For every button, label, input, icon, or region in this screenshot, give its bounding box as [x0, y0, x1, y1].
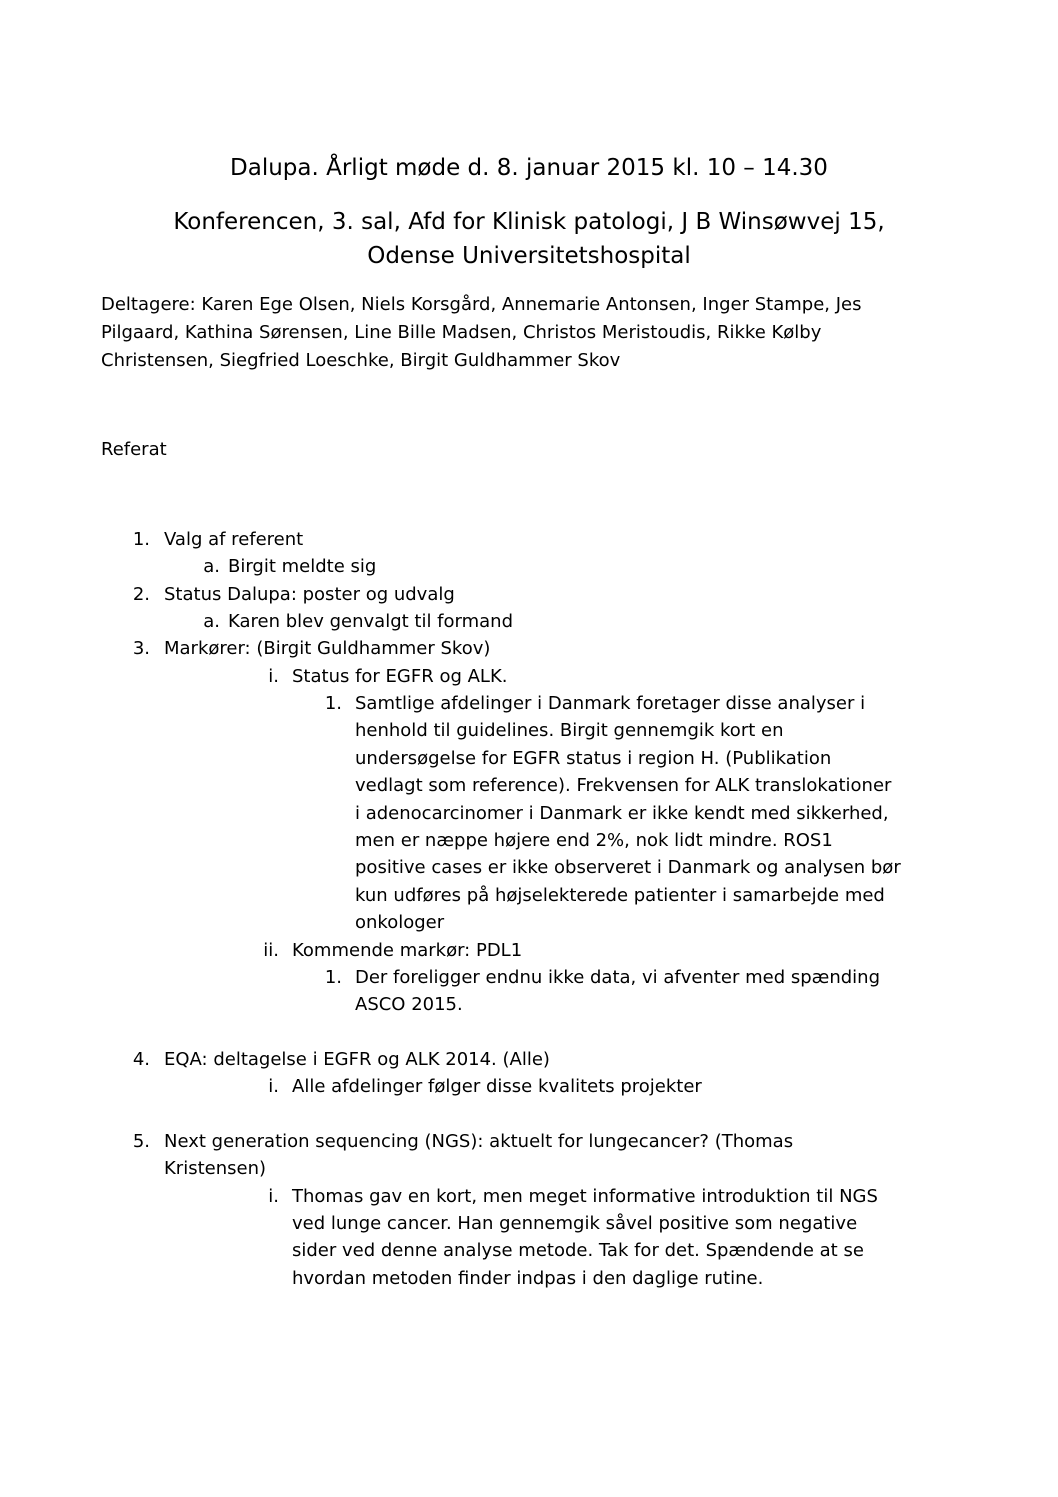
participants-line: Pilgaard, Kathina Sørensen, Line Bille Madsen, Christos Meristoudis, Rikke Kølby [101, 322, 822, 343]
paragraph-line: ved lunge cancer. Han gennemgik såvel positive som negative [292, 1213, 858, 1234]
paragraph-line: men er næppe højere end 2%, nok lidt mindre. ROS1 [355, 830, 833, 851]
list-marker: 4. [132, 1049, 150, 1070]
document-title: Dalupa. Årligt møde d. 8. januar 2015 kl. 10 – 14.30 [230, 155, 828, 181]
referat-heading: Referat [101, 439, 167, 460]
list-marker: 5. [132, 1131, 150, 1152]
list-subitem: Status for EGFR og ALK. [292, 666, 508, 687]
list-subitem: Birgit meldte sig [228, 556, 377, 577]
list-marker: 3. [132, 638, 150, 659]
list-item: Next generation sequencing (NGS): aktuelt for lungecancer? (Thomas [164, 1131, 794, 1152]
list-subitem: Kommende markør: PDL1 [292, 940, 523, 961]
paragraph-line: Samtlige afdelinger i Danmark foretager disse analyser i [355, 693, 866, 714]
paragraph-line: hvordan metoden finder indpas i den daglige rutine. [292, 1268, 764, 1289]
list-item: Kristensen) [164, 1158, 267, 1179]
paragraph-line: Thomas gav en kort, men meget informative introduktion til NGS [292, 1186, 878, 1207]
paragraph-line: vedlagt som reference). Frekvensen for ALK translokationer [355, 775, 892, 796]
paragraph-line: henhold til guidelines. Birgit gennemgik kort en [355, 720, 784, 741]
paragraph-line: undersøgelse for EGFR status i region H. (Publikation [355, 748, 832, 769]
list-marker: 1. [132, 529, 150, 550]
paragraph-line: positive cases er ikke observeret i Danmark og analysen bør [355, 857, 901, 878]
paragraph-line: i adenocarcinomer i Danmark er ikke kendt med sikkerhed, [355, 803, 889, 824]
list-subitem: Karen blev genvalgt til formand [228, 611, 514, 632]
paragraph-line: ASCO 2015. [355, 994, 463, 1015]
list-marker: i. [268, 666, 279, 687]
list-item: Markører: (Birgit Guldhammer Skov) [164, 638, 491, 659]
list-subitem: Alle afdelinger følger disse kvalitets projekter [292, 1076, 702, 1097]
list-marker: 1. [324, 967, 342, 988]
list-marker: i. [268, 1186, 279, 1207]
paragraph-line: sider ved denne analyse metode. Tak for det. Spændende at se [292, 1240, 864, 1261]
list-marker: 1. [324, 693, 342, 714]
meeting-location: Konferencen, 3. sal, Afd for Klinisk patologi, J B Winsøwvej 15, [173, 209, 885, 235]
list-item: Status Dalupa: poster og udvalg [164, 584, 455, 605]
list-marker: a. [203, 611, 220, 632]
list-item: EQA: deltagelse i EGFR og ALK 2014. (Alle) [164, 1049, 550, 1070]
paragraph-line: Der foreligger endnu ikke data, vi afventer med spænding [355, 967, 881, 988]
participants-line: Deltagere: Karen Ege Olsen, Niels Korsgård, Annemarie Antonsen, Inger Stampe, Jes [101, 294, 862, 315]
paragraph-line: onkologer [355, 912, 445, 933]
list-marker: ii. [263, 940, 279, 961]
list-marker: i. [268, 1076, 279, 1097]
paragraph-line: kun udføres på højselekterede patienter i samarbejde med [355, 885, 885, 906]
list-marker: 2. [132, 584, 150, 605]
list-item: Valg af referent [164, 529, 304, 550]
participants-line: Christensen, Siegfried Loeschke, Birgit Guldhammer Skov [101, 350, 621, 371]
meeting-hospital: Odense Universitetshospital [367, 243, 691, 269]
list-marker: a. [203, 556, 220, 577]
